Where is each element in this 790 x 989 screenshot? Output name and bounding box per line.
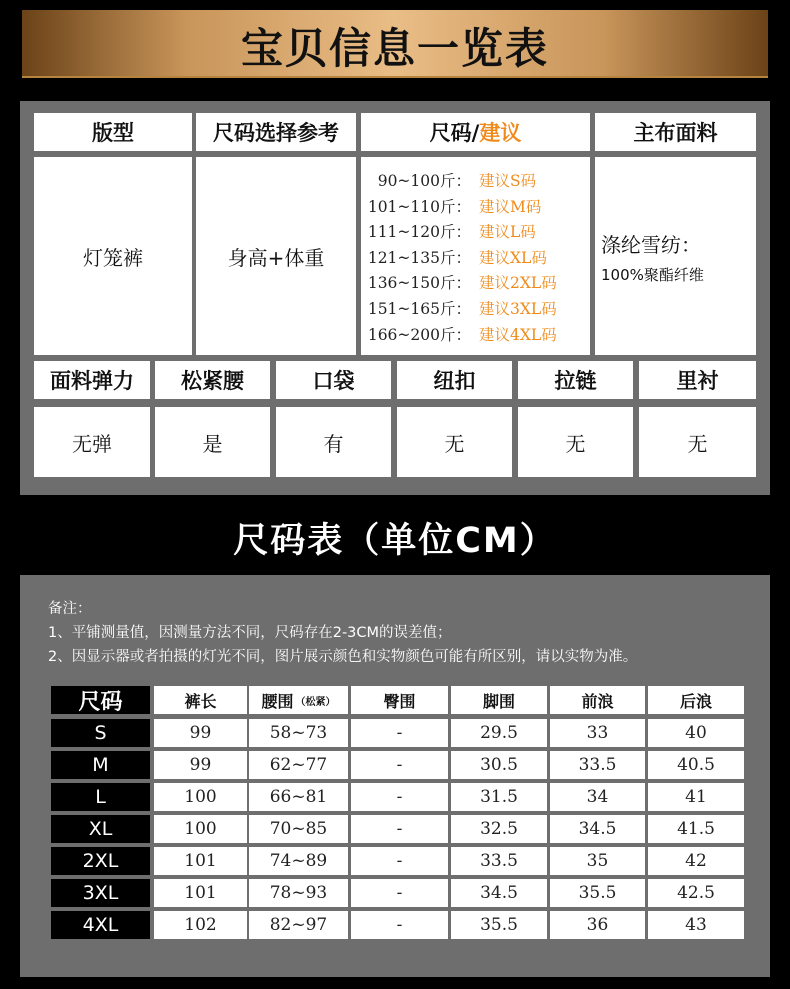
table-cell-front-rise: 33.5 (550, 751, 645, 779)
header-suggest-label: 建议 (479, 121, 522, 145)
table-cell-hem: 35.5 (451, 911, 547, 939)
size-guide-list (361, 169, 590, 348)
table-cell-back-rise: 41 (648, 783, 744, 811)
table-cell-length: 99 (154, 751, 247, 779)
table-cell-waist: 58~73 (249, 719, 348, 747)
attr-value-lining: 无 (639, 407, 756, 477)
size-guide-row: 166~200斤： 建议4XL码 (367, 325, 557, 344)
col-header-hem: 脚围 (451, 686, 547, 714)
table-cell-length: 101 (154, 879, 247, 907)
col-header-back-rise: 后浪 (648, 686, 744, 714)
table-cell-front-rise: 34 (550, 783, 645, 811)
table-cell-hip: - (351, 879, 448, 907)
size-guide-row: 121~135斤： 建议XL码 (367, 248, 547, 267)
table-cell-hip: - (351, 751, 448, 779)
table-cell-waist: 82~97 (249, 911, 348, 939)
table-cell-size: L (51, 783, 150, 811)
table-cell-waist: 62~77 (249, 751, 348, 779)
table-cell-hem: 34.5 (451, 879, 547, 907)
table-cell-size: S (51, 719, 150, 747)
col-header-hip: 臀围 (351, 686, 448, 714)
table-cell-hem: 32.5 (451, 815, 547, 843)
col-header-length: 裤长 (154, 686, 247, 714)
table-cell-waist: 70~85 (249, 815, 348, 843)
size-chart-notes (48, 597, 637, 669)
attr-value-pocket: 有 (276, 407, 391, 477)
header-size-reference: 尺码选择参考 (196, 113, 356, 151)
table-cell-length: 101 (154, 847, 247, 875)
table-cell-front-rise: 35.5 (550, 879, 645, 907)
fabric-cell (595, 157, 756, 355)
size-guide-row: 90~100斤： 建议S码 (377, 172, 537, 190)
table-cell-hip: - (351, 783, 448, 811)
table-cell-back-rise: 40 (648, 719, 744, 747)
table-cell-front-rise: 36 (550, 911, 645, 939)
table-cell-size: 2XL (51, 847, 150, 875)
table-cell-waist: 74~89 (249, 847, 348, 875)
table-cell-length: 102 (154, 911, 247, 939)
table-cell-length: 99 (154, 719, 247, 747)
table-cell-back-rise: 42 (648, 847, 744, 875)
table-cell-front-rise: 33 (550, 719, 645, 747)
col-header-waist-note: （松紧） (295, 696, 336, 708)
fabric-text (601, 229, 704, 285)
size-guide-row: 111~120斤： 建议L码 (367, 223, 536, 242)
table-cell-back-rise: 42.5 (648, 879, 744, 907)
table-cell-waist: 78~93 (249, 879, 348, 907)
table-cell-front-rise: 35 (550, 847, 645, 875)
table-cell-size: XL (51, 815, 150, 843)
table-cell-back-rise: 41.5 (648, 815, 744, 843)
size-guide-row: 151~165斤： 建议3XL码 (367, 299, 557, 318)
attr-value-stretch: 无弹 (34, 407, 150, 477)
note-1: 1、平铺测量值，因测量方法不同，尺码存在2-3CM的误差值； (48, 625, 452, 641)
size-guide-row: 136~150斤： 建议2XL码 (367, 274, 557, 293)
table-cell-back-rise: 43 (648, 911, 744, 939)
size-chart-panel (20, 575, 770, 977)
table-cell-size: 4XL (51, 911, 150, 939)
fabric-main: 涤纶雪纺： (601, 233, 701, 257)
header-fabric: 主布面料 (595, 113, 756, 151)
table-cell-size: 3XL (51, 879, 150, 907)
attr-header-zipper: 拉链 (518, 361, 633, 399)
banner-title: 宝贝信息一览表 (240, 24, 549, 73)
table-cell-hem: 30.5 (451, 751, 547, 779)
table-cell-hip: - (351, 847, 448, 875)
table-cell-hem: 31.5 (451, 783, 547, 811)
table-cell-length: 100 (154, 783, 247, 811)
table-cell-hip: - (351, 815, 448, 843)
table-cell-length: 100 (154, 815, 247, 843)
table-cell-hem: 29.5 (451, 719, 547, 747)
attr-header-stretch: 面料弹力 (34, 361, 150, 399)
col-header-waist-label: 腰围 (261, 691, 294, 711)
table-cell-hem: 33.5 (451, 847, 547, 875)
size-chart-title: 尺码表（单位CM） (233, 521, 557, 561)
table-cell-hip: - (351, 911, 448, 939)
style-value: 灯笼裤 (34, 157, 192, 355)
header-size-label: 尺码/ (429, 121, 480, 145)
table-cell-back-rise: 40.5 (648, 751, 744, 779)
col-header-size: 尺码 (51, 686, 150, 714)
header-style: 版型 (34, 113, 192, 151)
col-header-front-rise: 前浪 (550, 686, 645, 714)
notes-label: 备注： (48, 601, 92, 617)
fabric-detail: 100%聚酯纤维 (601, 266, 704, 284)
table-cell-front-rise: 34.5 (550, 815, 645, 843)
attr-header-waist: 松紧腰 (155, 361, 270, 399)
table-cell-hip: - (351, 719, 448, 747)
header-size-suggest (361, 113, 590, 151)
col-header-waist (249, 686, 348, 714)
product-info-panel (20, 101, 770, 495)
attr-header-pocket: 口袋 (276, 361, 391, 399)
attr-header-lining: 里衬 (639, 361, 756, 399)
table-cell-waist: 66~81 (249, 783, 348, 811)
note-2: 2、因显示器或者拍摄的灯光不同，图片展示颜色和实物颜色可能有所区别，请以实物为准。 (48, 649, 638, 665)
title-banner (22, 10, 768, 78)
attr-value-waist: 是 (155, 407, 270, 477)
size-guide-row: 101~110斤： 建议M码 (367, 197, 542, 216)
attr-value-button: 无 (397, 407, 512, 477)
table-cell-size: M (51, 751, 150, 779)
size-guide (361, 157, 590, 355)
reference-value: 身高+体重 (196, 157, 356, 355)
attr-value-zipper: 无 (518, 407, 633, 477)
attr-header-button: 纽扣 (397, 361, 512, 399)
